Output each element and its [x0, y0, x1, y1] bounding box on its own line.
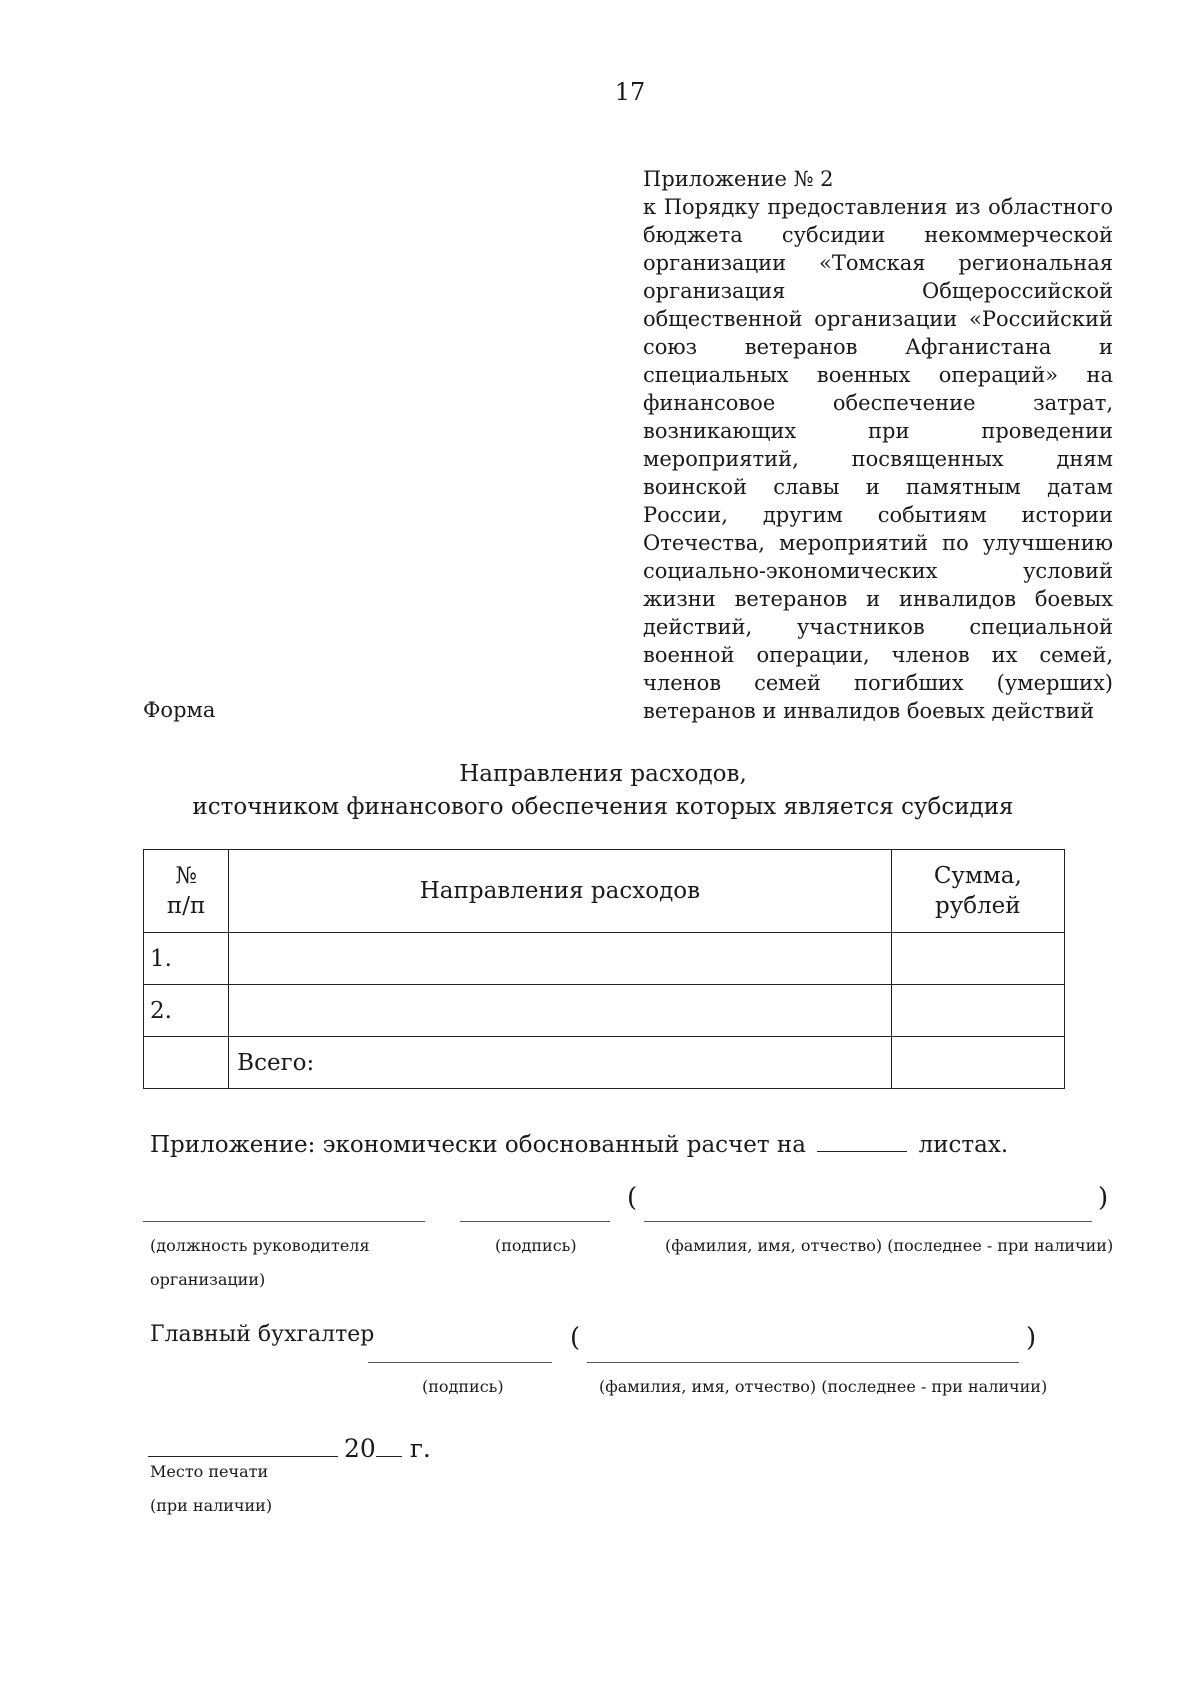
row-direction-cell[interactable]: [229, 933, 891, 985]
accountant-name-caption: (фамилия, имя, отчество) (последнее - при наличии): [599, 1377, 1048, 1396]
stamp-caption: [150, 1455, 272, 1523]
head-name-blank-line[interactable]: [644, 1221, 1092, 1222]
document-title-line-1: Направления расходов,: [459, 761, 747, 787]
year-prefix: 20: [344, 1434, 376, 1463]
appendix-reference: [643, 165, 1113, 725]
year-suffix: г.: [409, 1434, 431, 1463]
expenses-table: [143, 849, 1065, 1089]
attachment-suffix: листах.: [918, 1132, 1009, 1158]
header-direction: Направления расходов: [229, 850, 891, 933]
position-caption-line-1: (должность руководителя: [150, 1236, 370, 1255]
header-number: [144, 850, 229, 933]
document-title-line-2: источником финансового обеспечения которых является субсидия: [192, 794, 1014, 820]
row-sum-cell[interactable]: [891, 933, 1064, 985]
accountant-name-paren-close: ): [1026, 1323, 1037, 1353]
stamp-caption-line-2: (при наличии): [150, 1496, 273, 1515]
head-name-paren-close: ): [1098, 1183, 1109, 1213]
page-number: 17: [614, 78, 646, 106]
header-number-abbr: п/п: [166, 893, 206, 919]
head-name-caption: (фамилия, имя, отчество) (последнее - при наличии): [665, 1236, 1114, 1255]
header-sum-line-2: рублей: [934, 893, 1021, 919]
year-blank[interactable]: [376, 1436, 402, 1457]
attachment-prefix: Приложение: экономически обоснованный расчет на: [150, 1132, 806, 1158]
attachment-line: [150, 1131, 1008, 1158]
pages-count-blank[interactable]: [817, 1131, 907, 1152]
position-caption-line-2: организации): [150, 1270, 266, 1289]
total-label: Всего:: [229, 1037, 891, 1089]
table-row: [144, 933, 1065, 985]
table-total-row: [144, 1037, 1065, 1089]
row-number: 1.: [144, 933, 229, 985]
table-header-row: [144, 850, 1065, 933]
accountant-signature-caption: (подпись): [422, 1377, 504, 1396]
table-row: [144, 985, 1065, 1037]
header-sum: [891, 850, 1064, 933]
document-title: [143, 758, 1063, 824]
header-number-sign: №: [175, 863, 197, 889]
row-number: 2.: [144, 985, 229, 1037]
chief-accountant-label: Главный бухгалтер: [150, 1322, 375, 1347]
total-number-cell: [144, 1037, 229, 1089]
accountant-name-blank-line[interactable]: [587, 1362, 1019, 1363]
row-sum-cell[interactable]: [891, 985, 1064, 1037]
appendix-text: к Порядку предоставления из областного бюджета субсидии некоммерческой организации «Томская региональная организация Общероссийской общественной организации «Российский союз ветеранов Афганистана и специальных военных операций» на финансовое обеспечение затрат, возникающих при проведении мероприятий, посвященных дням воинской славы и памятным датам России, другим событиям истории Отечества, мероприятий по улучшению социально-экономических условий жизни ветеранов и инвалидов боевых действий, участников специальной военной операции, членов их семей, членов семей погибших (умерших) ветеранов и инвалидов боевых действий: [643, 195, 1113, 723]
total-sum-cell[interactable]: [891, 1037, 1064, 1089]
accountant-name-paren-open: (: [570, 1323, 581, 1353]
form-label: Форма: [143, 698, 216, 722]
row-direction-cell[interactable]: [229, 985, 891, 1037]
date-blank[interactable]: [148, 1436, 338, 1457]
position-blank-line[interactable]: [143, 1221, 425, 1222]
head-signature-blank-line[interactable]: [460, 1221, 610, 1222]
header-sum-line-1: Сумма,: [933, 863, 1022, 889]
head-signature-caption: (подпись): [495, 1236, 577, 1255]
stamp-caption-line-1: Место печати: [150, 1462, 269, 1481]
head-name-paren-open: (: [627, 1183, 638, 1213]
accountant-signature-blank-line[interactable]: [368, 1362, 552, 1363]
appendix-heading: Приложение № 2: [643, 167, 834, 191]
position-caption: [150, 1229, 370, 1297]
